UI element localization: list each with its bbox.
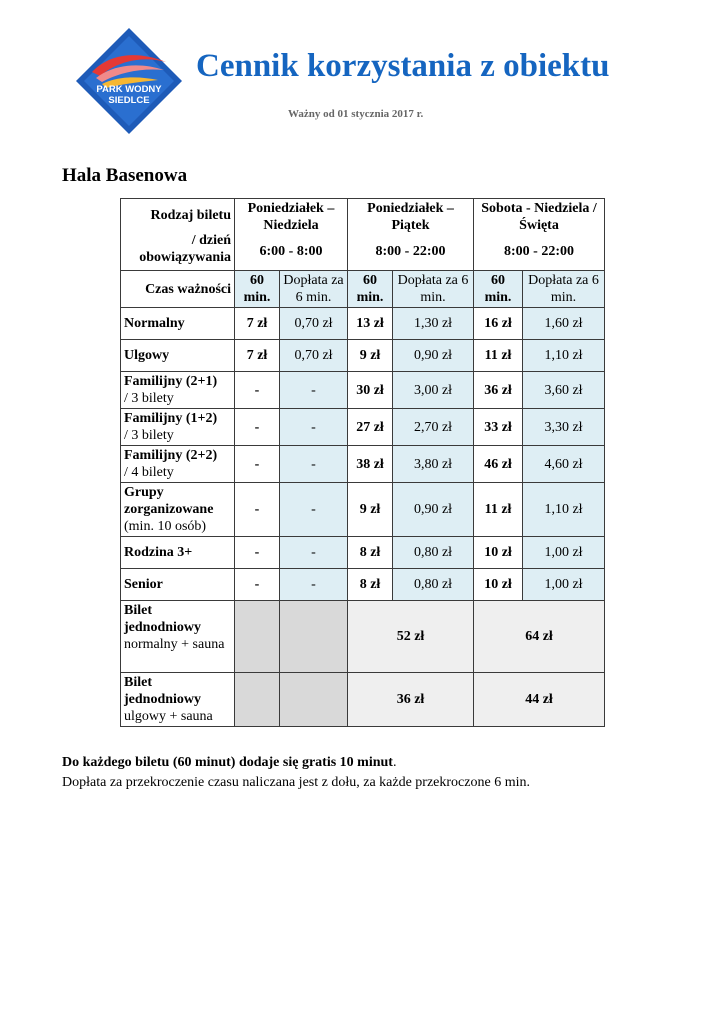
column-header-hours-2: 8:00 - 22:00 <box>375 244 446 259</box>
park-wodny-logo <box>74 26 184 136</box>
corner-header-cell <box>121 199 235 271</box>
footer-notes <box>62 753 682 793</box>
ticket-name-main: Familijny (1+2) <box>124 411 218 426</box>
table-row <box>121 483 605 537</box>
column-header-3 <box>474 199 605 271</box>
column-header-days-2: Poniedziałek – Piątek <box>367 201 454 233</box>
ticket-name <box>121 483 235 537</box>
price-cell: 10 zł <box>474 537 523 569</box>
extra-cell: - <box>280 483 348 537</box>
price-cell: 11 zł <box>474 483 523 537</box>
ticket-name <box>121 409 235 446</box>
corner-day-label: / dzień obowiązywania <box>139 233 231 265</box>
day-price-cell: 36 zł <box>348 673 474 727</box>
ticket-name-main: Bilet jednodniowy <box>124 675 202 707</box>
header-row <box>121 199 605 271</box>
price-cell: - <box>235 409 280 446</box>
ticket-name <box>121 537 235 569</box>
extra-cell: 1,60 zł <box>523 308 605 340</box>
ticket-name <box>121 372 235 409</box>
column-header-hours-1: 6:00 - 8:00 <box>259 244 323 259</box>
price-cell: 16 zł <box>474 308 523 340</box>
extra-cell: - <box>280 409 348 446</box>
price-cell: 9 zł <box>348 483 393 537</box>
extra-cell: 4,60 zł <box>523 446 605 483</box>
extra-cell: 3,30 zł <box>523 409 605 446</box>
price-cell: 9 zł <box>348 340 393 372</box>
page-title: Cennik korzystania z obiektu <box>196 48 610 84</box>
ticket-name-main: Senior <box>124 577 163 592</box>
table-row <box>121 340 605 372</box>
table-row <box>121 537 605 569</box>
price-cell: 8 zł <box>348 569 393 601</box>
day-price-cell: 44 zł <box>474 673 605 727</box>
extra-cell: 0,90 zł <box>393 340 474 372</box>
empty-cell <box>280 673 348 727</box>
ticket-name-sub: / 4 bilety <box>124 465 174 480</box>
subheader-row <box>121 271 605 308</box>
ticket-name-main: Familijny (2+1) <box>124 374 218 389</box>
empty-cell <box>235 673 280 727</box>
footer-note-bonus <box>62 753 682 773</box>
sub-extra-3: Dopłata za 6 min. <box>523 271 605 308</box>
price-cell: 38 zł <box>348 446 393 483</box>
logo-text-line1: PARK WODNY <box>96 84 162 95</box>
price-cell: 36 zł <box>474 372 523 409</box>
corner-ticket-label: Rodzaj biletu <box>150 208 231 223</box>
extra-cell: 0,70 zł <box>280 308 348 340</box>
ticket-name <box>121 569 235 601</box>
column-header-1 <box>235 199 348 271</box>
extra-cell: 0,80 zł <box>393 537 474 569</box>
footer-note-bonus-period: . <box>392 755 397 770</box>
extra-cell: 1,10 zł <box>523 340 605 372</box>
footer-note-extra-charge: Dopłata za przekroczenie czasu naliczana jest z dołu, za każde przekroczone 6 min. <box>62 775 530 790</box>
ticket-name-main: Normalny <box>124 316 185 331</box>
table-row <box>121 446 605 483</box>
table-row <box>121 409 605 446</box>
empty-cell <box>280 601 348 673</box>
extra-cell: - <box>280 569 348 601</box>
extra-cell: 1,30 zł <box>393 308 474 340</box>
extra-cell: 1,10 zł <box>523 483 605 537</box>
price-cell: 10 zł <box>474 569 523 601</box>
price-cell: 11 zł <box>474 340 523 372</box>
column-header-2 <box>348 199 474 271</box>
day-ticket-row <box>121 601 605 673</box>
ticket-name <box>121 308 235 340</box>
section-title: Hala Basenowa <box>62 165 188 186</box>
price-cell: 7 zł <box>235 308 280 340</box>
price-cell: 8 zł <box>348 537 393 569</box>
column-header-days-3: Sobota - Niedziela / Święta <box>481 201 597 233</box>
ticket-name-main: Rodzina 3+ <box>124 545 193 560</box>
day-price-cell: 64 zł <box>474 601 605 673</box>
footer-note-bonus-text: Do każdego biletu (60 minut) dodaje się gratis 10 minut <box>62 755 393 770</box>
price-cell: - <box>235 537 280 569</box>
extra-cell: - <box>280 372 348 409</box>
ticket-name <box>121 673 235 727</box>
extra-cell: - <box>280 446 348 483</box>
price-cell: - <box>235 372 280 409</box>
extra-cell: 2,70 zł <box>393 409 474 446</box>
ticket-name-sub: normalny + sauna <box>124 637 225 652</box>
extra-cell: 3,60 zł <box>523 372 605 409</box>
price-cell: 7 zł <box>235 340 280 372</box>
sub-60-1: 60 min. <box>235 271 280 308</box>
ticket-name-main: Grupy zorganizowane <box>124 485 214 517</box>
ticket-name <box>121 340 235 372</box>
ticket-name-sub: (min. 10 osób) <box>124 519 207 534</box>
ticket-name-main: Bilet jednodniowy <box>124 603 202 635</box>
ticket-name-sub: / 3 bilety <box>124 391 174 406</box>
ticket-name-sub: / 3 bilety <box>124 428 174 443</box>
price-cell: 46 zł <box>474 446 523 483</box>
extra-cell: 1,00 zł <box>523 569 605 601</box>
ticket-name-sub: ulgowy + sauna <box>124 709 213 724</box>
ticket-name <box>121 601 235 673</box>
sub-60-3: 60 min. <box>474 271 523 308</box>
table-row <box>121 569 605 601</box>
day-ticket-row <box>121 673 605 727</box>
extra-cell: 3,00 zł <box>393 372 474 409</box>
extra-cell: 0,90 zł <box>393 483 474 537</box>
sub-extra-1: Dopłata za 6 min. <box>280 271 348 308</box>
sub-extra-2: Dopłata za 6 min. <box>393 271 474 308</box>
validity-date: Ważny od 01 stycznia 2017 r. <box>288 108 424 120</box>
extra-cell: - <box>280 537 348 569</box>
price-cell: 13 zł <box>348 308 393 340</box>
price-cell: 30 zł <box>348 372 393 409</box>
ticket-name-main: Ulgowy <box>124 348 170 363</box>
price-cell: 33 zł <box>474 409 523 446</box>
day-price-cell: 52 zł <box>348 601 474 673</box>
price-cell: 27 zł <box>348 409 393 446</box>
table-row <box>121 308 605 340</box>
sub-60-2: 60 min. <box>348 271 393 308</box>
column-header-hours-3: 8:00 - 22:00 <box>504 244 575 259</box>
ticket-name <box>121 446 235 483</box>
table-row <box>121 372 605 409</box>
extra-cell: 0,70 zł <box>280 340 348 372</box>
price-table <box>120 198 605 727</box>
price-cell: - <box>235 569 280 601</box>
price-cell: - <box>235 483 280 537</box>
price-cell: - <box>235 446 280 483</box>
extra-cell: 0,80 zł <box>393 569 474 601</box>
ticket-name-main: Familijny (2+2) <box>124 448 218 463</box>
extra-cell: 3,80 zł <box>393 446 474 483</box>
logo-text-line2: SIEDLCE <box>108 95 150 106</box>
validity-label: Czas ważności <box>121 271 235 308</box>
column-header-days-1: Poniedziałek – Niedziela <box>247 201 335 233</box>
empty-cell <box>235 601 280 673</box>
extra-cell: 1,00 zł <box>523 537 605 569</box>
